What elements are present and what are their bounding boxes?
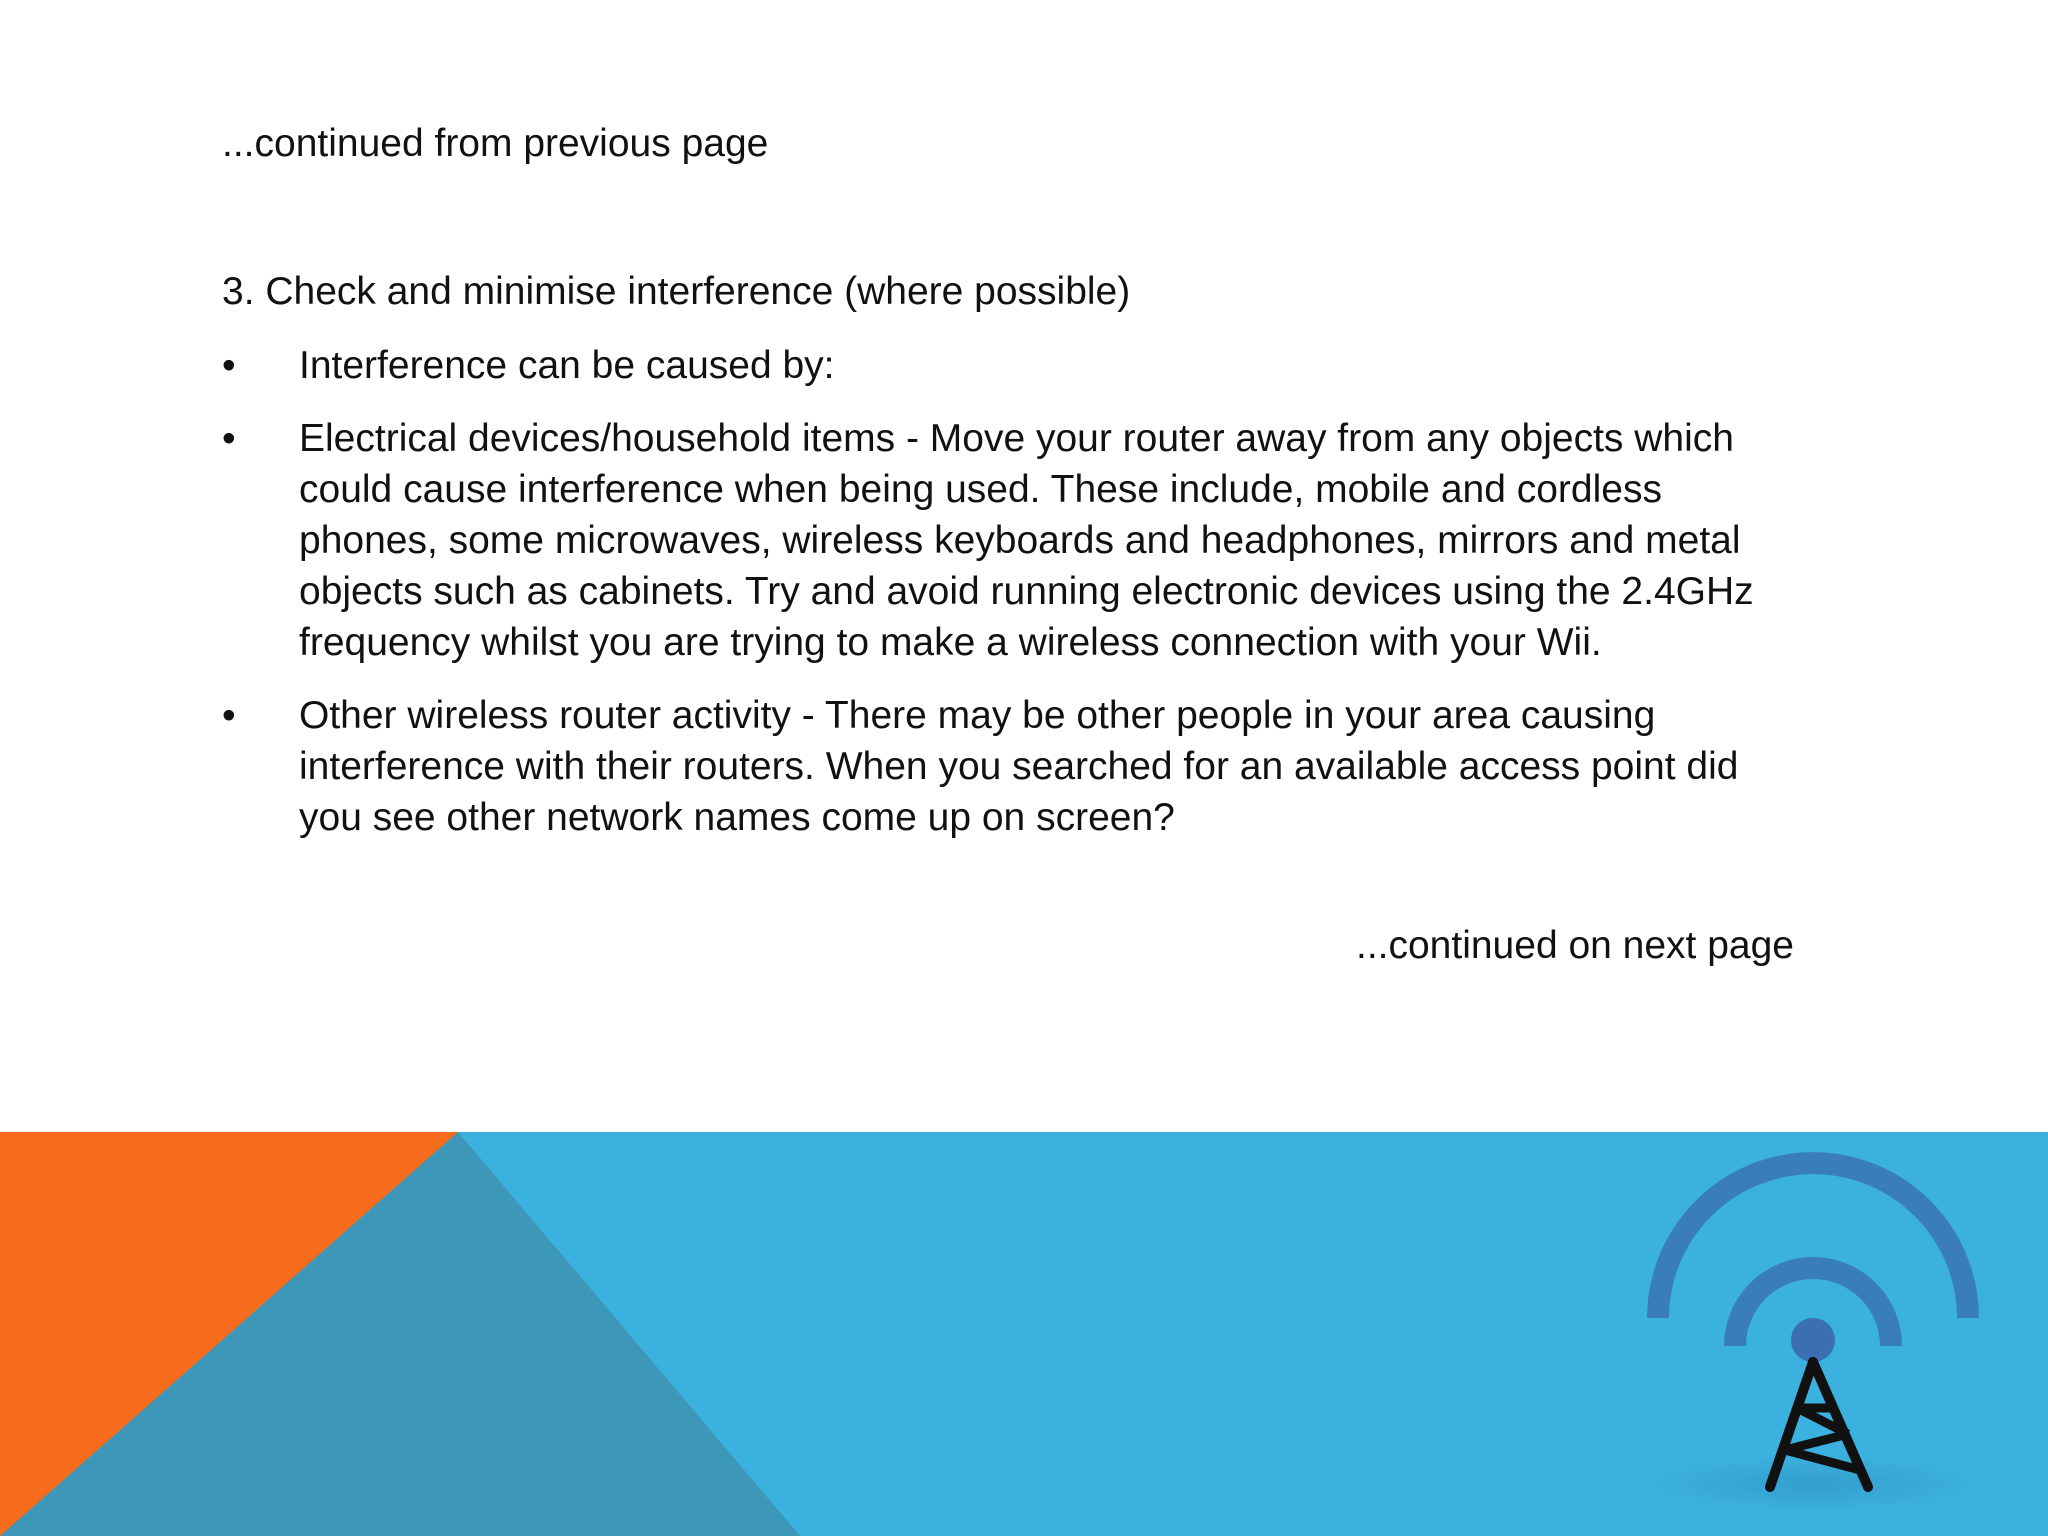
bullet-item-electrical-devices [222,413,1794,668]
bullet-text: Electrical devices/household items - Move your router away from any objects which could cause interference when being used. These include, mobile and cordless phones, some microwaves, wireless keyboards and headphones, mirrors and metal objects such as cabinets. Try and avoid running electronic devices using the 2.4GHz frequency whilst you are trying to make a wireless connection with your Wii. [299,417,1754,664]
continued-on-next-label: ...continued on next page [1355,924,1794,967]
bullet-text: Interference can be caused by: [299,344,835,387]
footer-decoration [0,1132,2048,1536]
bullet-item-other-routers [222,690,1794,843]
bullet-marker: • [222,417,236,460]
bullet-item-interference-causes [222,340,1794,391]
continued-from-previous-label: ...continued from previous page [222,122,769,165]
bullet-list [222,340,1794,865]
bullet-marker: • [222,694,236,737]
bullet-marker: • [222,344,236,387]
bullet-text: Other wireless router activity - There may be other people in your area causing interference with their routers. When you searched for an available access point did you see other network names come up on screen? [299,694,1739,839]
section-heading: 3. Check and minimise interference (where possible) [222,270,1131,313]
